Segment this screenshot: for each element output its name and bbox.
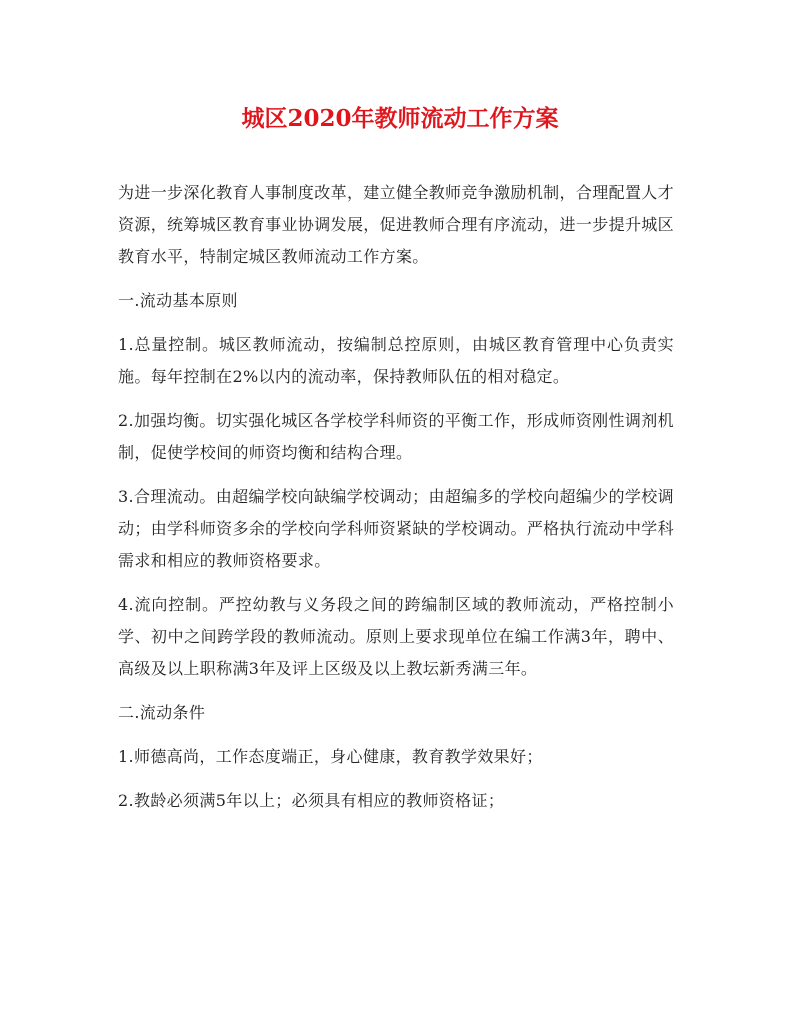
document-title: 城区2020年教师流动工作方案	[241, 105, 559, 132]
condition-teaching-age: 2.教龄必须满5年以上；必须具有相应的教师资格证；	[118, 791, 505, 810]
intro-paragraph: 为进一步深化教育人事制度改革，建立健全教师竞争激励机制，合理配置人才资源，统筹城区教育事业协调发展，促进教师合理有序流动，进一步提升城区教育水平，特制定城区教师流动工作方案。	[118, 183, 674, 266]
section-heading-conditions: 二.流动条件	[118, 703, 206, 722]
principle-direction-control: 4.流向控制。严控幼教与义务段之间的跨编制区域的教师流动，严格控制小学、初中之间跨学段的教师流动。原则上要求现单位在编工作满3年，聘中、高级及以上职称满3年及评上区级及以上教坛新秀满三年。	[118, 595, 674, 678]
principle-balance: 2.加强均衡。切实强化城区各学校学科师资的平衡工作，形成师资刚性调剂机制，促使学校间的师资均衡和结构合理。	[118, 411, 674, 462]
condition-ethics: 1.师德高尚，工作态度端正，身心健康，教育教学效果好；	[118, 747, 543, 766]
document-body	[118, 177, 674, 829]
principle-reasonable-flow: 3.合理流动。由超编学校向缺编学校调动；由超编多的学校向超编少的学校调动；由学科师资多余的学校向学科师资紧缺的学校调动。严格执行流动中学科需求和相应的教师资格要求。	[118, 487, 674, 570]
principle-total-control: 1.总量控制。城区教师流动，按编制总控原则，由城区教育管理中心负责实施。每年控制在2%以内的流动率，保持教师队伍的相对稳定。	[118, 335, 674, 386]
section-heading-principles: 一.流动基本原则	[118, 291, 238, 310]
